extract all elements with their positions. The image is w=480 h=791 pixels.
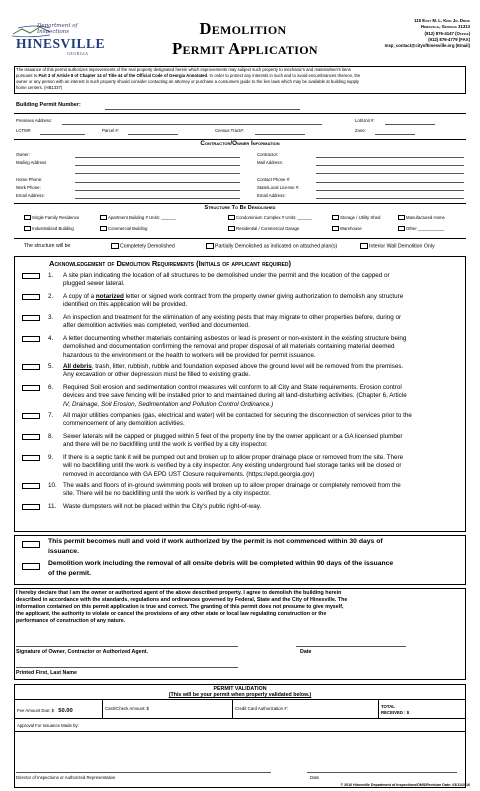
mail-address-field[interactable]: [316, 165, 464, 166]
home-phone-label: Home Phone:: [16, 176, 43, 182]
requirement-line: A letter documenting whether materials containing asbestos or lead is present or non-existent in the existing structure being: [63, 335, 407, 342]
section-divider: [14, 238, 466, 239]
checkbox[interactable]: [24, 226, 31, 231]
received-label: RECEIVED : $: [381, 709, 410, 715]
section-divider: [14, 113, 466, 114]
lien-notice-line: The issuance of this permit authorizes improvements of the real property designated herein which improvements may subject such property to mechanic's and materialmen's liens: [16, 67, 351, 72]
requirement-line: IV, Drainage, Soil Erosion, Sedimentation and Pollution Control Ordinance.): [63, 400, 274, 408]
requirement-line: The walls and floors of in-ground swimming pools will broken up to allow proper drainage or completely removed from the: [63, 482, 401, 489]
total-received: [381, 704, 409, 715]
requirement-line: hazardous to the environment or the health to workers will be provided for permit issuance.: [63, 351, 316, 359]
initial-box-notice-2[interactable]: [22, 563, 40, 570]
structure-option[interactable]: Industrialized Building: [24, 226, 74, 231]
contact-phone-label: Contact Phone #:: [257, 176, 291, 182]
checkbox[interactable]: [360, 243, 368, 249]
requirement-line: after demolition activities was completed, verified and documented.: [63, 322, 250, 330]
address-line: 115 East M. L. King Jr. Drive: [414, 18, 470, 23]
requirements-heading: Acknowledgement of Demolition Requirements (Initials of applicant required): [49, 259, 291, 268]
lien-notice-line: home centers. (HB1337): [16, 85, 63, 91]
home-phone-field[interactable]: [75, 182, 240, 183]
office-address: [340, 18, 470, 49]
approval-divider: [14, 731, 466, 732]
form-title-line1: Demolition: [199, 19, 287, 38]
declaration-text: [16, 590, 466, 625]
mailing-address-label: Mailing Address: [16, 160, 47, 166]
structure-option[interactable]: Condominium Complex # Units: ______: [228, 215, 312, 220]
census-tract-field[interactable]: [255, 134, 305, 135]
requirement-text: [63, 272, 463, 289]
checkbox[interactable]: [24, 215, 31, 220]
structure-option[interactable]: Manufactured Home: [398, 215, 445, 220]
license-field[interactable]: [316, 190, 464, 191]
requirement-line: plugged sewer lateral.: [63, 280, 125, 288]
requirement-text: [63, 293, 463, 310]
address-line: (912) 876-4147 (Office): [424, 30, 470, 36]
requirement-number: 3.: [48, 314, 54, 321]
initial-box[interactable]: [22, 434, 40, 440]
signature-date-label: Date: [300, 649, 312, 655]
requirement-line: A site plan indicating the location of all structures to be demolished under the permit and the location of the capped or: [63, 272, 390, 279]
checkbox[interactable]: [398, 215, 405, 220]
checkbox[interactable]: [228, 226, 235, 231]
option-interior-wall[interactable]: Interior Wall Demolition Only: [360, 243, 435, 249]
checkbox[interactable]: [100, 226, 107, 231]
initial-box[interactable]: [22, 413, 40, 419]
requirement-line: site. There will be no backfilling until the work is verified by a city inspector.: [63, 490, 271, 498]
blank-label: [257, 168, 299, 176]
requirement-text: [63, 384, 463, 409]
requirement-text: [63, 503, 463, 511]
owner-label: Owner:: [16, 152, 30, 157]
initial-box[interactable]: [22, 455, 40, 461]
notice-line: This permit becomes null and void if work authorized by the permit is not commenced within 30 days of: [48, 538, 383, 545]
license-label: State/Local License #:: [257, 185, 300, 191]
address-line: (912) 876-4779 (FAX): [428, 36, 470, 42]
structure-option[interactable]: Warehouse: [332, 226, 362, 231]
notice-line: issuance.: [48, 548, 79, 555]
requirement-line: Required Soil erosion and sedimentation control measures will conform to all City and State requirements. Erosion control: [63, 384, 402, 391]
structure-option[interactable]: Other ___________: [398, 226, 444, 231]
printed-name-field[interactable]: [16, 667, 238, 668]
requirement-line: Waste dumpsters will not be placed within the City's public right-of-way.: [63, 503, 262, 510]
owner-info-labels: [16, 151, 46, 201]
structure-option[interactable]: Storage / Utility Shed: [332, 215, 380, 220]
contractor-email-label: Email Address:: [257, 193, 286, 199]
owner-email-field[interactable]: [75, 198, 240, 199]
initial-box[interactable]: [22, 336, 40, 342]
requirement-number: 6.: [48, 384, 54, 391]
contractor-email-field[interactable]: [316, 198, 464, 199]
requirement-line: All major utilities companies (gas, electrical and water) will be contacted for securing the disconnection of services prior to the: [63, 412, 412, 419]
requirement-line: A copy of a notarized letter or signed work contract from the property owner giving authorization to demolish any structure: [63, 293, 404, 300]
lot-unit-field[interactable]: [385, 124, 435, 125]
lien-notice-line: pursuant to Part 3 of Article 8 of Chapter 14 of Title 44 of the Official Code of Georgia Annotated. In order to protect any interests in such and to avoid encumbrances thereon, the: [16, 73, 361, 79]
parcel-field[interactable]: [128, 134, 178, 135]
requirement-text: [63, 454, 463, 479]
requirement-line: Any excavation or other depression must be filled to existing grade.: [63, 371, 251, 379]
requirement-line: removed in accordance with GA EPD UST Closure requirements. (https://epd.georgia.gov): [63, 470, 315, 478]
requirement-line: Sewer laterals will be capped or plugged within 5 feet of the property line by the owner applicant or a GA licensed plumber: [63, 433, 403, 440]
initial-box[interactable]: [22, 483, 40, 489]
contractor-field[interactable]: [316, 157, 464, 158]
requirement-number: 10.: [48, 482, 57, 489]
mail-address-field-2[interactable]: [316, 173, 464, 174]
director-date-label: Date: [310, 775, 320, 780]
fee-cell-divider: [378, 699, 379, 719]
emphasis: notarized: [95, 293, 124, 300]
declaration-line: I hereby declare that I am the owner or authorized agent of the above described property. I agree to demolish the building herein: [16, 590, 342, 596]
requirement-number: 9.: [48, 454, 54, 461]
requirement-text: [63, 363, 463, 380]
census-tract-label: Census Tract#:: [215, 128, 244, 133]
requirement-text: [63, 314, 463, 331]
checkbox[interactable]: [206, 243, 214, 249]
checkbox[interactable]: [100, 215, 107, 220]
structure-option[interactable]: Single Family Residence: [24, 215, 79, 220]
owner-email-label: Email Address:: [16, 193, 45, 199]
logo-script: Department of Inspections: [37, 23, 78, 35]
contractor-info-labels: [257, 151, 299, 201]
structure-option[interactable]: Commercial Building: [100, 226, 147, 231]
requirement-text: [63, 482, 463, 499]
validation-title: PERMIT VALIDATION: [213, 686, 267, 692]
requirement-text: [63, 412, 463, 429]
lien-notice-text: [16, 67, 466, 91]
director-signature-field[interactable]: [16, 772, 271, 773]
mailing-address-field[interactable]: [75, 165, 240, 166]
director-label: Director of Inspections or Authorized Representative: [16, 775, 116, 780]
address-line: Hinesville, Georgia 31313: [420, 24, 470, 30]
requirement-number: 11.: [48, 503, 57, 510]
initial-box[interactable]: [22, 364, 40, 370]
work-phone-label: Work Phone:: [16, 185, 41, 191]
signature-date-field[interactable]: [296, 646, 406, 647]
checkbox[interactable]: [398, 226, 405, 231]
work-phone-field[interactable]: [75, 190, 240, 191]
declaration-line: described in accordance with the standards, regulations and ordinances governed by Federal, State and the City of Hinesville. The: [16, 596, 348, 603]
requirement-line: demolished and documentation confirming the removal and proper disposal of all materials containing material deemed: [63, 343, 395, 351]
mail-address-label: Mail Address:: [257, 160, 283, 166]
declaration-line: information contained on this permit application is true and correct. The granting of this permit does not presume to give myself,: [16, 603, 344, 610]
requirement-line: and there will be no backfilling until the work is verified by a city inspector.: [63, 441, 268, 449]
fee-value: 50.00: [58, 708, 73, 714]
notice-1: [48, 537, 383, 557]
notice-line: of the permit.: [48, 570, 92, 577]
signature-field[interactable]: [16, 646, 238, 647]
requirement-text: [63, 335, 463, 360]
requirement-line: All debris, trash, litter, rubbish, rubble and foundation exposed above the ground level will be removed from the premises.: [63, 363, 404, 370]
form-title-line2: Permit Application: [172, 39, 318, 58]
emphasis: All debris: [63, 363, 92, 370]
requirement-number: 4.: [48, 335, 54, 342]
premises-address-label: Premises Address:: [16, 118, 52, 123]
city-logo: [10, 22, 110, 66]
notice-2: [48, 559, 393, 579]
contact-phone-field[interactable]: [316, 182, 464, 183]
requirement-line: If there is a septic tank it will be pumped out and broken up to allow proper drainage place or removed from the site. There: [63, 454, 404, 461]
building-permit-label: Building Permit Number:: [16, 102, 81, 108]
footer-copyright: © 2016 Hinesville Department of Inspections/DMS/Revision Date: 03/11/2016: [340, 783, 470, 787]
section-divider: [14, 203, 466, 204]
emphasis: Part 3 of Article 8 of Chapter 14 of Title 44 of the Official Code of Georgia Annotated: [38, 73, 208, 79]
lctm-field[interactable]: [40, 134, 85, 135]
blank-label: [16, 168, 46, 176]
initial-box[interactable]: [22, 504, 40, 510]
director-date-field[interactable]: [307, 772, 457, 773]
checkbox[interactable]: [332, 226, 339, 231]
requirement-line: An inspection and treatment for the elimination of any existing pests that may migrate to other properties before, during or: [63, 314, 402, 321]
premises-address-field[interactable]: [62, 124, 322, 125]
fee-label: Fee Amount Due: $: [17, 708, 55, 713]
logo-city: HINESVILLE: [16, 36, 106, 51]
total-label: TOTAL: [381, 704, 395, 709]
checkbox[interactable]: [111, 243, 119, 249]
initial-box[interactable]: [22, 315, 40, 321]
option-completely-demolished[interactable]: Completely Demolished: [111, 243, 175, 249]
option-partially-demolished[interactable]: Partially Demolished as indicated on attached plan(s): [206, 243, 337, 249]
declaration-line: performance of construction of any nature.: [16, 617, 126, 624]
cash-check-label: Cash/Check Amount: $: [105, 706, 149, 711]
initial-box[interactable]: [22, 294, 40, 300]
structure-option[interactable]: Residential / Commercial Garage: [228, 226, 299, 231]
requirement-number: 7.: [48, 412, 54, 419]
requirement-line: commencement of any demolition activities.: [63, 420, 185, 428]
logo-state: GEORGIA: [67, 51, 89, 56]
zone-field[interactable]: [375, 134, 415, 135]
approval-label: Approval For Issuance Made by:: [17, 723, 79, 728]
zone-label: Zone:: [355, 128, 366, 133]
fee-amount: [17, 708, 73, 714]
checkbox[interactable]: [332, 215, 339, 220]
initial-box-notice-1[interactable]: [22, 541, 40, 548]
structure-option[interactable]: Apartment Building # Units: ______: [100, 215, 176, 220]
building-permit-field[interactable]: [105, 109, 300, 110]
address-line: Insp_contact@cityofhinesville.org (Email): [384, 43, 470, 49]
requirement-line: devices and tree save fencing will be installed prior to and maintained during all land-disturbing activities. (Chapter 6, Article: [63, 392, 407, 400]
contractor-label: Contractor:: [257, 152, 279, 157]
validation-subtitle: (This will be your permit when properly validated below.): [168, 692, 312, 698]
lien-notice-line: owner or any person with an interest in such property should consider contacting an attorney or purchase a consumers guide to the lien laws which may be available at building supply: [16, 79, 360, 85]
requirement-text: [63, 433, 463, 450]
signature-label: Signature of Owner, Contractor or Authorized Agent.: [16, 649, 149, 655]
initial-box[interactable]: [22, 385, 40, 391]
owner-field[interactable]: [75, 157, 240, 158]
lctm-label: LCTM#:: [16, 128, 32, 133]
declaration-line: the applicant, the authority to violate or cancel the provisions of any other state or local law regulating construction or the: [16, 610, 327, 617]
contractor-owner-heading: Contractor/Owner Information: [200, 140, 280, 147]
requirement-number: 5.: [48, 363, 54, 370]
initial-box[interactable]: [22, 273, 40, 279]
requirement-number: 2.: [48, 293, 54, 300]
checkbox[interactable]: [228, 215, 235, 220]
requirement-number: 1.: [48, 272, 54, 279]
credit-card-label: Credit Card Authorization #:: [235, 706, 288, 711]
structure-will-be-label: The structure will be: [24, 243, 71, 249]
printed-name-label: Printed First, Last Name: [16, 670, 77, 676]
lot-unit-label: Lot/Unit #:: [355, 118, 375, 123]
mailing-address-field-2[interactable]: [75, 173, 240, 174]
requirement-line: will no backfilling until the work is verified by a city inspector. Any existing underground fuel storage tanks will be closed or: [63, 462, 402, 470]
structure-heading: Structure To Be Demolished: [204, 205, 276, 211]
notice-line: Demolition work including the removal of all onsite debris will be completed within 90 days of the issuance: [48, 560, 394, 567]
requirement-line: identified on this application will be provided.: [63, 301, 188, 309]
fee-cell-divider: [102, 699, 103, 719]
requirement-number: 8.: [48, 433, 54, 440]
fee-cell-divider: [232, 699, 233, 719]
parcel-label: Parcel #:: [102, 128, 119, 133]
